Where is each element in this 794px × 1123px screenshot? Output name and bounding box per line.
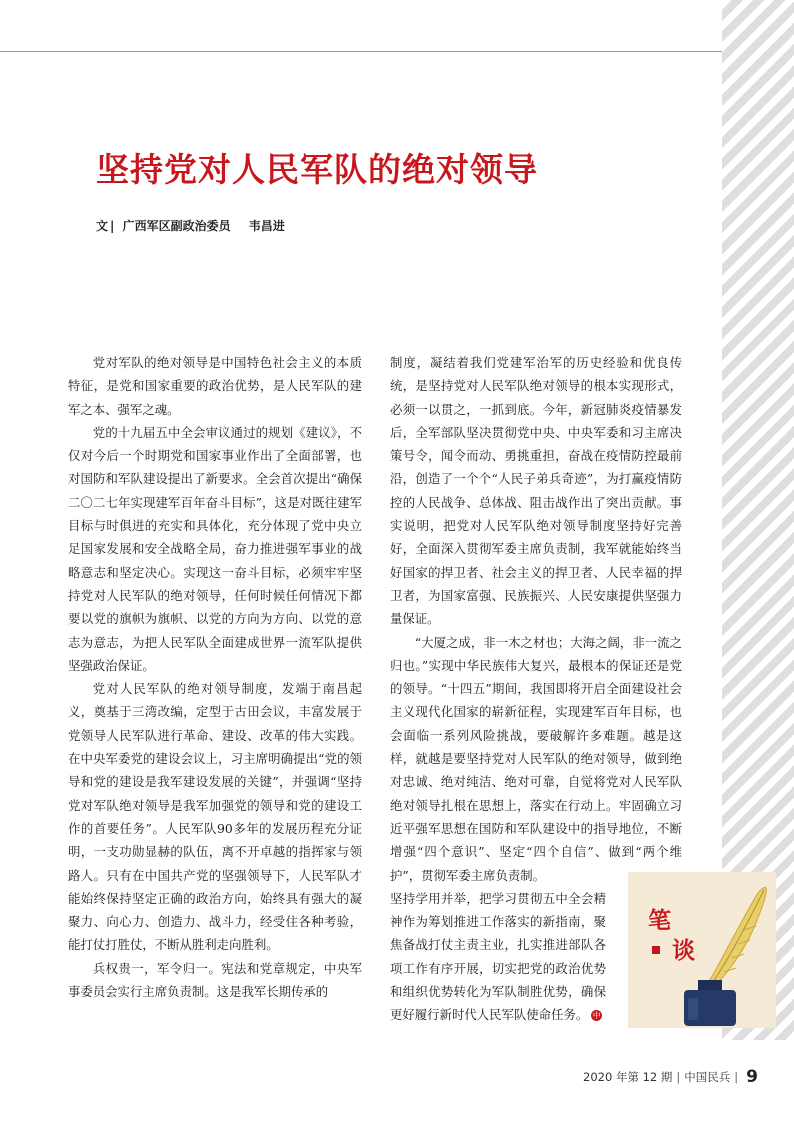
page-number: 9 bbox=[746, 1067, 758, 1087]
footer-divider: | bbox=[676, 1070, 681, 1084]
byline-affiliation: 广西军区副政治委员 bbox=[122, 219, 231, 233]
paragraph-continued: 制度，凝结着我们党建军治军的历史经验和优良传统，是坚持党对人民军队绝对领导的根本实现形式，必须一以贯之，一抓到底。今年，新冠肺炎疫情暴发后，全军部队坚决贯彻党中央、中央军委和习主席决策号令，闻令而动、勇挑重担，奋战在疫情防控最前沿，创造了一个个“人民子弟兵奇迹”，为打赢疫情防控的人民战争、总体战、阻击战作出了突出贡献。事实说明，把党对人民军队绝对领导制度坚持好完善好，全面深入贯彻军委主席负责制，我军就能始终当好国家的捍卫者、社会主义的捍卫者、人民幸福的捍卫者，为国家富强、民族振兴、人民安康提供坚强力量保证。 bbox=[390, 355, 682, 627]
byline-prefix: 文 bbox=[96, 219, 109, 233]
end-mark-icon: 中 bbox=[592, 1011, 601, 1021]
footer-issue: 2020 年第 12 期 bbox=[583, 1070, 673, 1084]
paragraph: 党对军队的绝对领导是中国特色社会主义的本质特征，是党和国家重要的政治优势，是人民军队的建军之本、强军之魂。 bbox=[68, 355, 362, 417]
byline bbox=[96, 217, 596, 235]
header-rule bbox=[0, 51, 722, 52]
paragraph-tail-text: 坚持学用并举，把学习贯彻五中全会精神作为筹划推进工作落实的新指南，聚焦备战打仗主责主业，扎实推进部队各项工作有序开展，切实把党的政治优势和组织优势转化为军队制胜优势，确保更好履行新时代人民军队使命任务。 bbox=[390, 890, 606, 1023]
badge-char-bi: 笔 bbox=[648, 907, 671, 934]
footer-magazine: 中国民兵 bbox=[684, 1070, 731, 1084]
badge-square-icon bbox=[652, 946, 660, 954]
quill-and-ink-icon bbox=[628, 872, 776, 1028]
paragraph: 党对人民军队的绝对领导制度，发端于南昌起义，奠基于三湾改编，定型于古田会议，丰富发展于党领导人民军队进行革命、建设、改革的伟大实践。在中央军委党的建设会议上，习主席明确提出“党的领导和党的建设是我军建设发展的关键”，并强调“坚持党对军队绝对领导是我军加强党的领导和党的建设工作的首要任务”。人民军队90多年的发展历程充分证明，一支功勋显赫的队伍，离不开卓越的指挥家与领路人。只有在中国共产党的坚强领导下，人民军队才能始终保持坚定正确的政治方向，始终具有强大的凝聚力、向心力、创造力、战斗力，经受住各种考验，能打仗打胜仗，不断从胜利走向胜利。 bbox=[68, 681, 362, 953]
paragraph: “大厦之成，非一木之材也；大海之阔，非一流之归也。”实现中华民族伟大复兴，最根本的保证还是党的领导。“十四五”期间，我国即将开启全面建设社会主义现代化国家的崭新征程，实现建军百年目标，也会面临一系列风险挑战，要破解许多难题。越是这样，就越是要坚持党对人民军队的绝对领导，做到绝对忠诚、绝对纯洁、绝对可靠，自觉将党对人民军队绝对领导扎根在思想上，落实在行动上。牢固确立习近平强军思想在国防和军队建设中的指导地位，不断增强“四个意识”、坚定“四个自信”、做到“两个维护”，贯彻军委主席负责制。 bbox=[390, 634, 682, 883]
paragraph: 兵权贵一，军令归一。宪法和党章规定，中央军事委员会实行主席负责制。这是我军长期传承的 bbox=[68, 960, 362, 1000]
footer-divider: | bbox=[734, 1070, 739, 1084]
paragraph: 党的十九届五中全会审议通过的规划《建议》，不仅对今后一个时期党和国家事业作出了全面部署，也对国防和军队建设提出了新要求。全会首次提出“确保二〇二七年实现建军百年奋斗目标”，这是对既往建军目标与时俱进的充实和具体化，充分体现了党中央立足国家发展和安全战略全局，奋力推进强军事业的战略意志和坚定决心。实现这一奋斗目标，必须牢牢坚持党对人民军队的绝对领导，任何时候任何情况下都要以党的旗帜为旗帜、以党的方向为方向、以党的意志为意志，为把人民军队全面建成世界一流军队提供坚强政治保证。 bbox=[68, 424, 362, 673]
article-title: 坚持党对人民军队的绝对领导 bbox=[96, 150, 538, 189]
badge-char-tan: 谈 bbox=[672, 937, 695, 964]
article-left-column bbox=[68, 351, 362, 1003]
byline-author: 韦昌进 bbox=[248, 219, 285, 233]
byline-separator: | bbox=[110, 219, 115, 233]
page-footer bbox=[583, 1067, 758, 1087]
paragraph-tail bbox=[390, 887, 606, 1027]
column-badge bbox=[628, 872, 776, 1028]
